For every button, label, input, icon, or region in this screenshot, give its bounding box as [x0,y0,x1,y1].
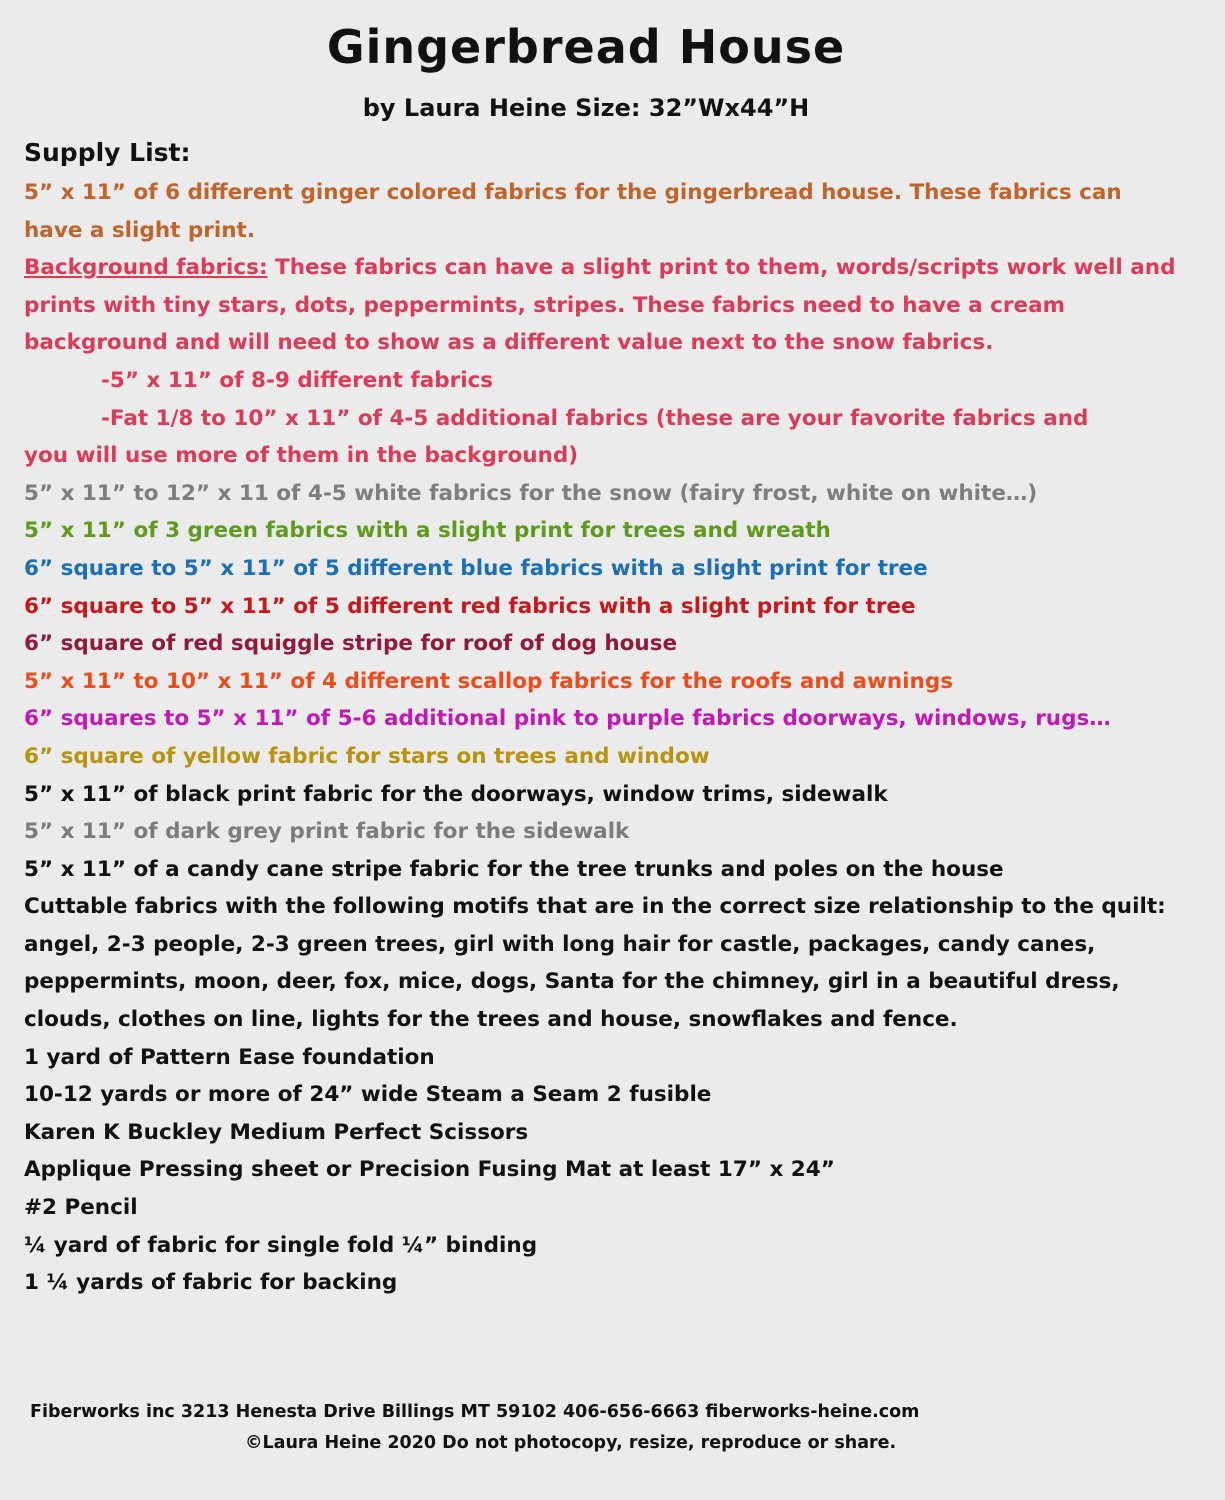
supply-subitem-background-fat-eighth-cont: you will use more of them in the background) [24,443,579,469]
supply-item-dark-grey-print: 5” x 11” of dark grey print fabric for the sidewalk [24,819,630,845]
background-fabrics-label: Background fabrics: [24,255,268,281]
supply-item-candy-cane-stripe: 5” x 11” of a candy cane stripe fabric for the tree trunks and poles on the house [24,856,1004,882]
supply-item-green-fabrics: 5” x 11” of 3 green fabrics with a slight print for trees and wreath [24,518,831,544]
supply-item-binding: ¼ yard of fabric for single fold ¼” binding [24,1232,538,1258]
supply-item-black-print: 5” x 11” of black print fabric for the doorways, window trims, sidewalk [24,781,888,807]
supply-item-pressing-sheet: Applique Pressing sheet or Precision Fusing Mat at least 17” x 24” [24,1157,835,1183]
supply-item-scallop-fabrics: 5” x 11” to 10” x 11” of 4 different scallop fabrics for the roofs and awnings [24,668,954,694]
supply-item-red-fabrics: 6” square to 5” x 11” of 5 different red fabrics with a slight print for tree [24,593,916,619]
supply-item-foundation: 1 yard of Pattern Ease foundation [24,1044,435,1070]
supply-list [24,174,1184,1302]
supply-item-snow-fabrics: 5” x 11” to 12” x 11 of 4-5 white fabrics for the snow (fairy frost, white on white…) [24,480,1038,506]
supply-item-motif-fabrics: Cuttable fabrics with the following motifs that are in the correct size relationship to the quilt: angel, 2-3 people, 2-3 green trees, girl with long hair for castle, packages, candy canes, peppermints, moon, deer, fox, mice, dogs, Santa for the chimney, girl in a beautiful dress, clouds, clothes on line, lights for the trees and house, snowflakes and fence. [24,894,1166,1033]
footer-address: Fiberworks inc 3213 Henesta Drive Billings MT 59102 406-656-6663 fiberworks-heine.com [30,1402,920,1422]
supply-item-blue-fabrics: 6” square to 5” x 11” of 5 different blue fabrics with a slight print for tree [24,555,928,581]
supply-item-yellow-fabric: 6” square of yellow fabric for stars on trees and window [24,743,710,769]
supply-item-pencil: #2 Pencil [24,1195,138,1221]
background-fabrics-text: These fabrics can have a slight print to them, words/scripts work well and prints with tiny stars, dots, peppermints, stripes. These fabrics need to have a cream background and will need to show as a different value next to the snow fabrics. [24,255,1176,356]
supply-list-heading: Supply List: [24,138,191,167]
supply-item-ginger-fabrics: 5” x 11” of 6 different ginger colored fabrics for the gingerbread house. These fabrics can have a slight print. [24,180,1122,243]
page-title: Gingerbread House [326,20,846,74]
supply-item-fusible: 10-12 yards or more of 24” wide Steam a Seam 2 fusible [24,1082,712,1108]
footer-copyright: ©Laura Heine 2020 Do not photocopy, resize, reproduce or share. [245,1433,897,1453]
supply-subitem-background-fat-eighth: -Fat 1/8 to 10” x 11” of 4-5 additional fabrics (these are your favorite fabrics and [101,405,1089,431]
supply-item-pink-purple-fabrics: 6” squares to 5” x 11” of 5-6 additional pink to purple fabrics doorways, windows, rugs… [24,706,1111,732]
page-subtitle: by Laura Heine Size: 32”Wx44”H [362,94,810,122]
supply-subitem-background-5x11: -5” x 11” of 8-9 different fabrics [101,367,494,393]
supply-item-backing: 1 ¼ yards of fabric for backing [24,1270,398,1296]
supply-item-scissors: Karen K Buckley Medium Perfect Scissors [24,1119,529,1145]
supply-item-squiggle-stripe: 6” square of red squiggle stripe for roof of dog house [24,631,678,657]
supply-item-background-fabrics [24,249,1184,362]
